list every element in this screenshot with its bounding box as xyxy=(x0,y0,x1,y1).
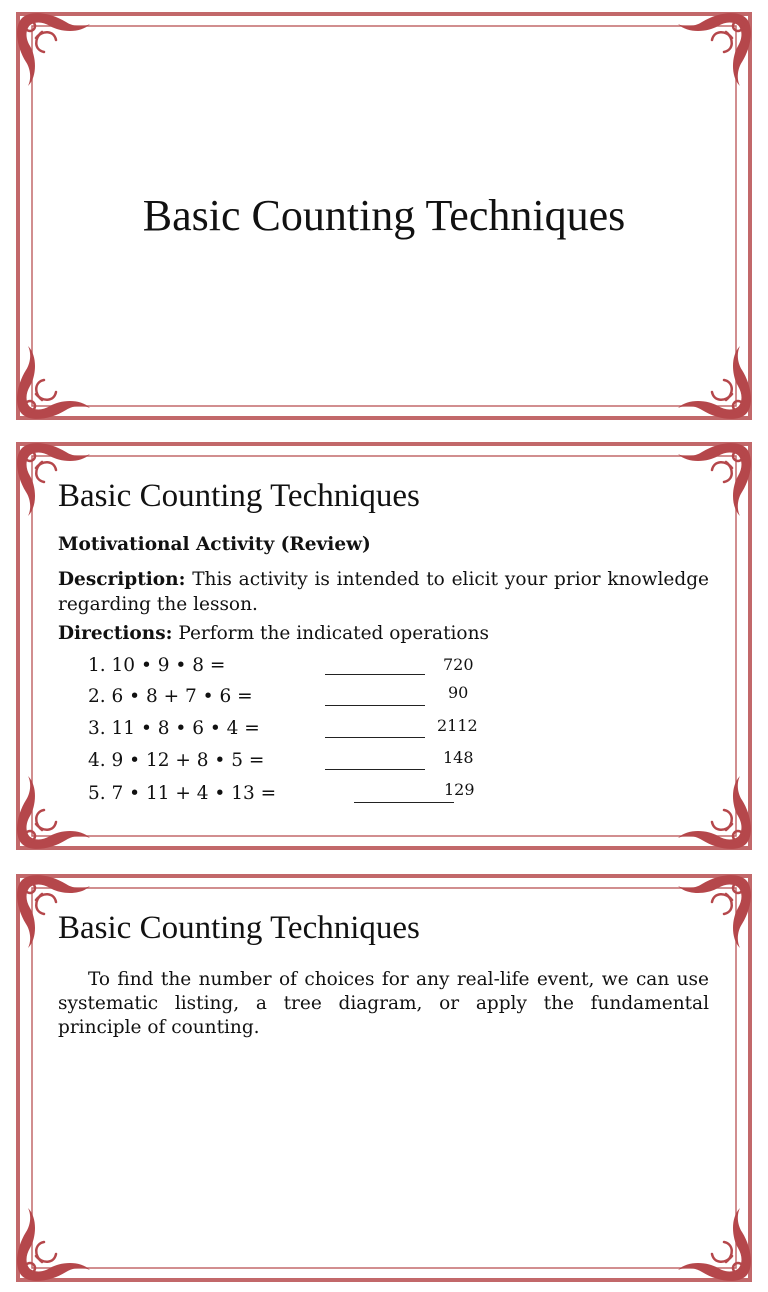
exercise-answer: 2112 xyxy=(437,716,478,735)
slide-heading: Basic Counting Techniques xyxy=(58,478,420,514)
exercise-item xyxy=(88,683,568,716)
swirl-stroke xyxy=(36,1242,56,1262)
slide-title: Basic Counting Techniques xyxy=(142,191,626,240)
directions-label: Directions: xyxy=(58,623,173,644)
intro-paragraph: To find the number of choices for any real-life event, we can use systematic listing, a tree diagram, or apply the fundamental principle of counting. xyxy=(58,969,709,1038)
slide-heading: Basic Counting Techniques xyxy=(58,910,420,946)
description-text: This activity is intended to elicit your prior knowledge regarding the lesson. xyxy=(58,569,709,615)
exercise-item xyxy=(88,780,568,813)
description-paragraph xyxy=(58,567,709,617)
corner-swirl xyxy=(678,13,751,86)
exercise-answer: 148 xyxy=(443,748,474,767)
exercise-answer: 720 xyxy=(443,655,474,674)
swirl-stroke xyxy=(712,1242,732,1262)
swirl-stroke xyxy=(36,810,56,830)
swirl-stroke xyxy=(36,462,56,482)
exercise-expression: 2. 6 • 8 + 7 • 6 = xyxy=(88,686,253,707)
title-slide xyxy=(0,0,768,430)
corner-swirl xyxy=(17,1208,90,1281)
swirl-stroke xyxy=(712,32,732,52)
answer-blank xyxy=(354,802,454,803)
corner-swirl xyxy=(17,776,90,849)
swirl-stroke xyxy=(36,380,56,400)
corner-swirl xyxy=(17,13,90,86)
activity-heading: Motivational Activity (Review) xyxy=(58,534,371,555)
corner-swirl xyxy=(678,776,751,849)
corner-swirl xyxy=(678,1208,751,1281)
exercise-expression: 5. 7 • 11 + 4 • 13 = xyxy=(88,783,277,804)
exercise-expression: 3. 11 • 8 • 6 • 4 = xyxy=(88,718,260,739)
answer-blank xyxy=(325,705,425,706)
swirl-stroke xyxy=(36,32,56,52)
exercise-expression: 4. 9 • 12 + 8 • 5 = xyxy=(88,750,265,771)
exercise-item xyxy=(88,718,568,748)
swirl-stroke xyxy=(712,810,732,830)
exercise-answer: 90 xyxy=(448,683,469,702)
description-label: Description: xyxy=(58,569,186,590)
corner-swirl xyxy=(678,346,751,419)
counting-intro-slide xyxy=(0,862,768,1292)
corner-swirl xyxy=(678,443,751,516)
corner-swirl xyxy=(678,875,751,948)
exercise-expression: 1. 10 • 9 • 8 = xyxy=(88,655,226,676)
activity-slide xyxy=(0,430,768,860)
swirl-stroke xyxy=(36,894,56,914)
answer-blank xyxy=(325,769,425,770)
answer-blank xyxy=(325,737,425,738)
answer-blank xyxy=(325,674,425,675)
swirl-stroke xyxy=(712,380,732,400)
exercise-item xyxy=(88,655,568,685)
directions-text: Perform the indicated operations xyxy=(172,623,489,644)
exercise-answer: 129 xyxy=(444,780,475,799)
swirl-stroke xyxy=(712,894,732,914)
corner-swirl xyxy=(17,346,90,419)
exercise-item xyxy=(88,750,568,780)
directions-line xyxy=(58,623,489,644)
swirl-stroke xyxy=(712,462,732,482)
